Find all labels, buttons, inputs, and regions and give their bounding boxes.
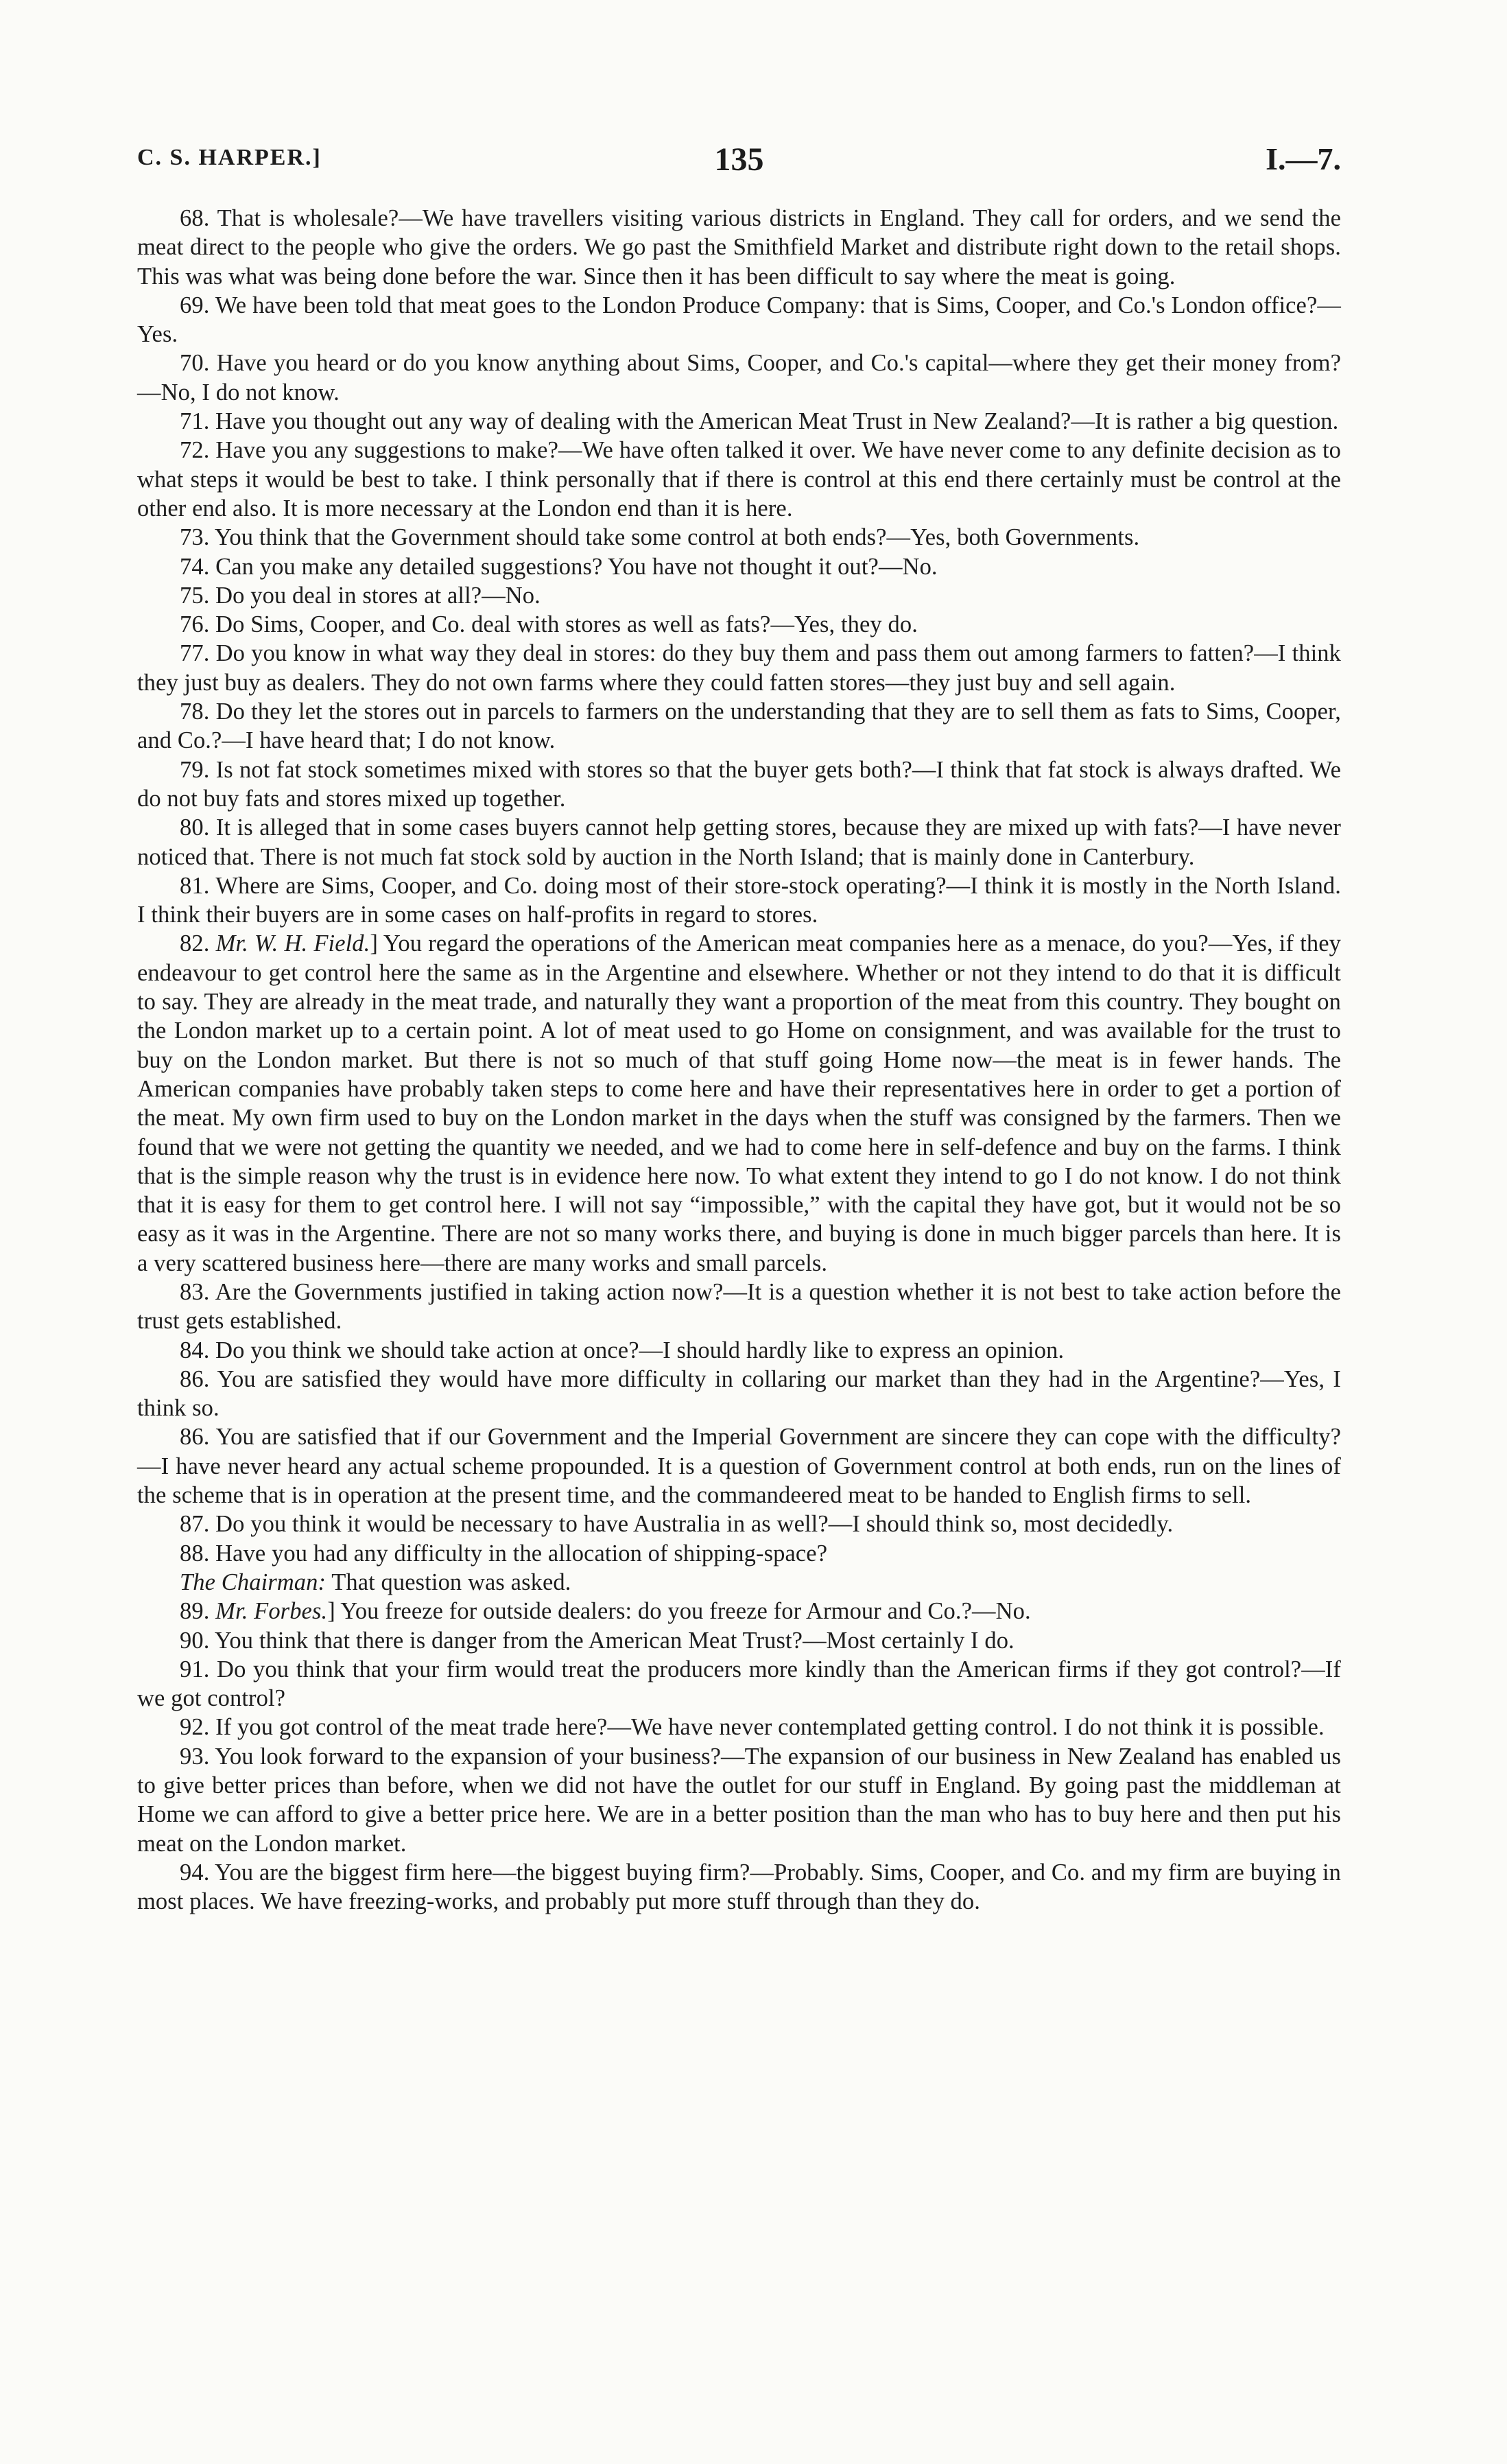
paragraph-94: 94. You are the biggest firm here—the biggest buying firm?—Probably. Sims, Cooper, and Co. and my firm are buying in most places. We have freezing-works, and probably put more stuff through than they do.: [137, 1859, 1341, 1915]
paragraph-70: 70. Have you heard or do you know anything about Sims, Cooper, and Co.'s capital—where they get their money from?—No, I do not know.: [137, 350, 1341, 406]
paragraph-93: 93. You look forward to the expansion of your business?—The expansion of our business in New Zealand has enabled us to give better prices than before, when we did not have the outlet for our stuff in England. By going past the middleman at Home we can afford to give a better price here. We are in a better position than the man who has to buy here and then put his meat on the London market.: [137, 1743, 1341, 1857]
paragraph-81: 81. Where are Sims, Cooper, and Co. doing most of their store-stock operating?—I think it is mostly in the North Island. I think their buyers are in some cases on half-profits in regard to stores.: [137, 872, 1341, 928]
paragraph-73: 73. You think that the Government should take some control at both ends?—Yes, both Governments.: [180, 524, 1140, 551]
paragraph-79: 79. Is not fat stock sometimes mixed with stores so that the buyer gets both?—I think that fat stock is always drafted. We do not buy fats and stores mixed up together.: [137, 756, 1341, 812]
document-body: [137, 204, 1341, 1916]
witness-name: C. S. HARPER.]: [137, 145, 322, 170]
paragraph-87: 87. Do you think it would be necessary to have Australia in as well?—I should think so, most decidedly.: [180, 1511, 1174, 1538]
paragraph-88: 88. Have you had any difficulty in the allocation of shipping-space?: [180, 1540, 828, 1567]
paragraph-86b: 86. You are satisfied that if our Government and the Imperial Government are sincere they can cope with the difficulty?—I have never heard any actual scheme propounded. It is a question of Government control at both ends, run on the lines of the scheme that is in operation at the present time, and the commandeered meat to be handed to English firms to sell.: [137, 1424, 1341, 1509]
page-number: 135: [714, 141, 764, 178]
paragraph-82: [137, 929, 1341, 1278]
speaker-name: Mr. W. H. Field.: [215, 930, 370, 957]
paragraph-68: 68. That is wholesale?—We have travellers visiting various districts in England. They call for orders, and we send the meat direct to the people who give the orders. We go past the Smithfield Market and distribute right down to the retail shops. This was what was being done before the war. Since then it has been difficult to say where the meat is going.: [137, 205, 1341, 290]
page-header: [137, 141, 1341, 182]
paragraph-77: 77. Do you know in what way they deal in stores: do they buy them and pass them out among farmers to fatten?—I think they just buy as dealers. They do not own farms where they could fatten stores—they just buy and sell again.: [137, 640, 1341, 696]
speaker-name: Mr. Forbes.: [215, 1598, 328, 1625]
paragraph-92: 92. If you got control of the meat trade here?—We have never contemplated getting control. I do not think it is possible.: [180, 1714, 1325, 1741]
paragraph-text: That question was asked.: [326, 1569, 571, 1595]
chairman-remark: [137, 1568, 1341, 1597]
paragraph-80: 80. It is alleged that in some cases buyers cannot help getting stores, because they are mixed up with fats?—I have never noticed that. There is not much fat stock sold by auction in the North Island; that is mainly done in Canterbury.: [137, 814, 1341, 870]
paragraph-91: 91. Do you think that your firm would treat the producers more kindly than the American firms if they got control?—If we got control?: [137, 1656, 1341, 1712]
paragraph-83: 83. Are the Governments justified in taking action now?—It is a question whether it is not best to take action before the trust gets established.: [137, 1278, 1341, 1335]
paragraph-72: 72. Have you any suggestions to make?—We have often talked it over. We have never come to any definite decision as to what steps it would be best to take. I think personally that if there is control at this end there certainly must be control at the other end also. It is more necessary at the London end than it is here.: [137, 437, 1341, 521]
paragraph-78: 78. Do they let the stores out in parcels to farmers on the understanding that they are to sell them as fats to Sims, Cooper, and Co.?—I have heard that; I do not know.: [137, 699, 1341, 754]
paragraph-69: 69. We have been told that meat goes to the London Produce Company: that is Sims, Cooper, and Co.'s London office?—Yes.: [137, 292, 1341, 348]
paragraph-71: 71. Have you thought out any way of dealing with the American Meat Trust in New Zealand?—It is rather a big question.: [180, 408, 1339, 435]
document-reference: I.—7.: [1266, 141, 1341, 176]
paragraph-89: [137, 1597, 1341, 1626]
question-number: 89.: [180, 1598, 216, 1625]
paragraph-74: 74. Can you make any detailed suggestions? You have not thought it out?—No.: [180, 553, 938, 580]
speaker-name: The Chairman:: [180, 1569, 327, 1595]
document-page: [137, 141, 1341, 1916]
paragraph-75: 75. Do you deal in stores at all?—No.: [180, 582, 541, 609]
paragraph-84: 84. Do you think we should take action at once?—I should hardly like to express an opinion.: [180, 1337, 1065, 1363]
paragraph-86a: 86. You are satisfied they would have more difficulty in collaring our market than they had in the Argentine?—Yes, I think so.: [137, 1365, 1341, 1422]
paragraph-90: 90. You think that there is danger from the American Meat Trust?—Most certainly I do.: [180, 1627, 1014, 1654]
question-number: 82.: [180, 930, 216, 957]
paragraph-text: ] You freeze for outside dealers: do you freeze for Armour and Co.?—No.: [327, 1598, 1031, 1625]
paragraph-76: 76. Do Sims, Cooper, and Co. deal with stores as well as fats?—Yes, they do.: [180, 611, 918, 638]
paragraph-text: ] You regard the operations of the American meat companies here as a menace, do you?—Yes, if they endeavour to get control here the same as in the Argentine and elsewhere. Whether or not they intend to do that it is difficult to say. They are already in the meat trade, and naturally they want a proportion of the meat from this country. They bought on the London market up to a certain point. A lot of meat used to go Home on consignment, and was available for the trust to buy on the London market. But there is not so much of that stuff going Home now—the meat is in fewer hands. The American companies have probably taken steps to come here and have their representatives here in order to get a portion of the meat. My own firm used to buy on the London market in the days when the stuff was consigned by the farmers. Then we found that we were not getting the quantity we needed, and we had to come here in self-defence and buy on the farms. I think that is the simple reason why the trust is in evidence here now. To what extent they intend to go I do not know. I do not think that it is easy for them to get control here. I will not say “impossible,” with the capital they have got, but it would not be so easy as it was in the Argentine. There are not so many works there, and buying is done in much bigger parcels than here. It is a very scattered business here—there are many works and small parcels.: [137, 930, 1342, 1276]
